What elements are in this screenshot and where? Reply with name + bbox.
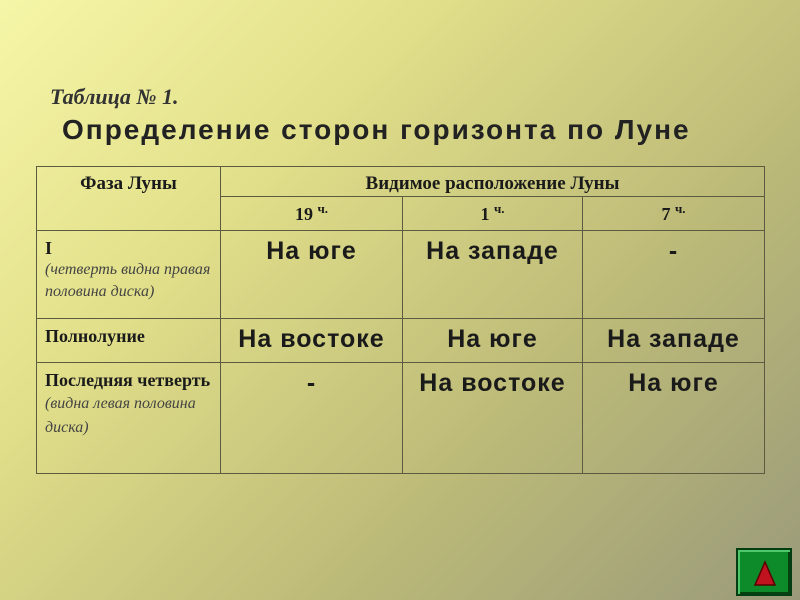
time-hour: 7 <box>661 204 671 224</box>
time-unit: ч. <box>317 201 329 216</box>
phase-cell <box>37 319 221 363</box>
time-unit: ч. <box>674 201 686 216</box>
phase-note: (четверть видна правая половина диска) <box>45 261 211 300</box>
page-title: Определение сторон горизонта по Луне <box>62 114 691 145</box>
table-caption: Таблица № 1. <box>50 84 179 109</box>
position-cell: На западе <box>583 319 765 363</box>
time-hour: 1 <box>480 204 490 224</box>
table-row <box>37 231 765 319</box>
position-cell: На юге <box>221 231 403 319</box>
time-unit: ч. <box>493 201 505 216</box>
phase-name: I <box>45 238 53 258</box>
phase-name: Последняя четверть <box>45 370 211 390</box>
header-moon-phase: Фаза Луны <box>37 167 221 231</box>
time-header <box>583 197 765 231</box>
position-cell: На западе <box>403 231 583 319</box>
time-hour: 19 <box>294 204 313 224</box>
play-triangle-icon <box>751 559 779 587</box>
position-cell: На востоке <box>403 363 583 474</box>
next-slide-button[interactable] <box>736 548 792 596</box>
header-visible-position: Видимое расположение Луны <box>221 167 765 197</box>
moon-phase-table <box>36 166 765 474</box>
time-header <box>403 197 583 231</box>
phase-cell <box>37 231 221 319</box>
time-header <box>221 197 403 231</box>
position-cell: На юге <box>403 319 583 363</box>
table-row <box>37 363 765 474</box>
position-cell: - <box>583 231 765 319</box>
position-cell: На востоке <box>221 319 403 363</box>
phase-cell <box>37 363 221 474</box>
phase-name: Полнолуние <box>45 326 145 346</box>
position-cell: - <box>221 363 403 474</box>
position-cell: На юге <box>583 363 765 474</box>
phase-note: (видна левая половина диска) <box>45 395 196 436</box>
table-row <box>37 319 765 363</box>
